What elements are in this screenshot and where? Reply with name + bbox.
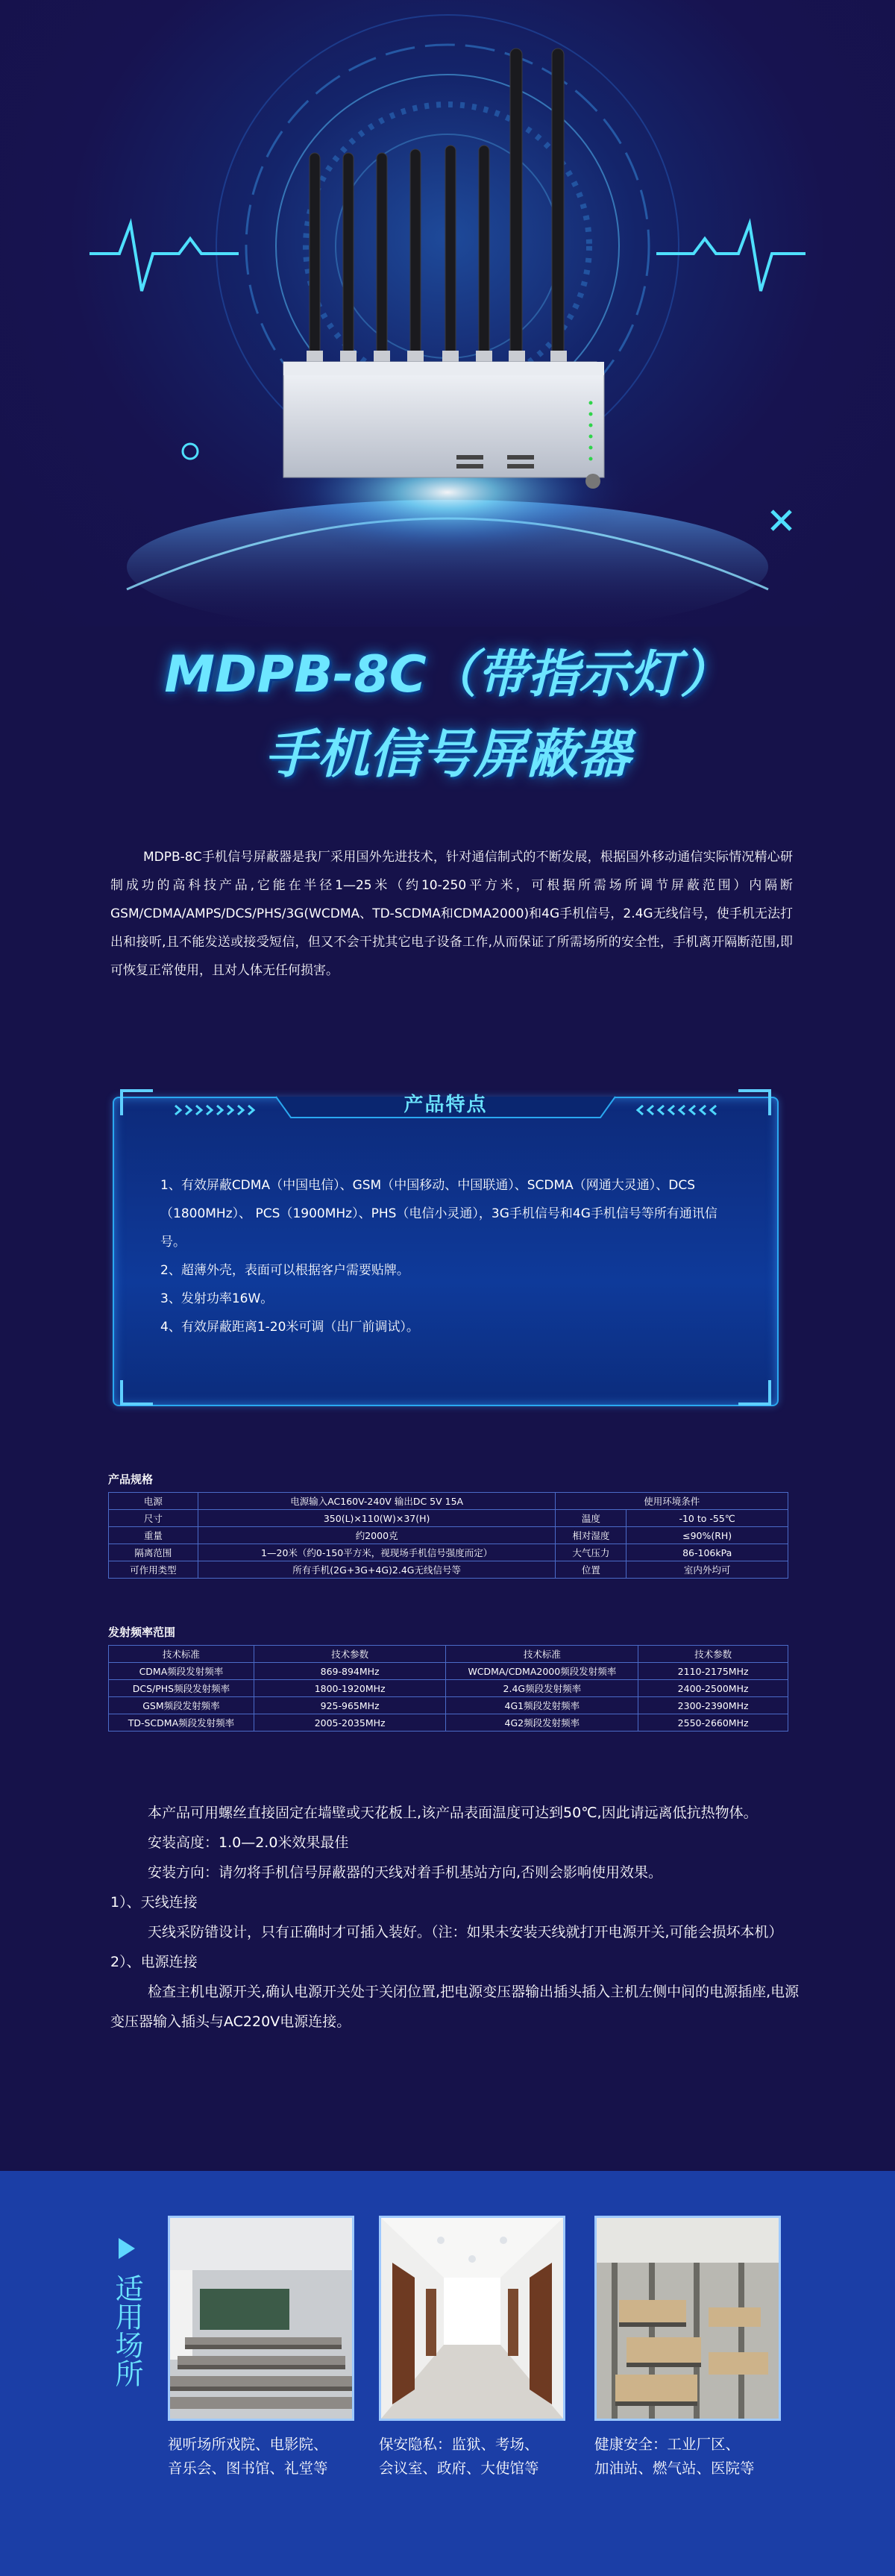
column-header: 技术参数 [638,1646,788,1663]
table-header-row [109,1646,788,1663]
table-cell: 2300-2390MHz [638,1697,788,1714]
table-cell: 相对湿度 [556,1527,626,1544]
note-paragraph: 安装高度：1.0—2.0米效果最佳 [148,1834,349,1851]
note-heading: 1）、天线连接 [110,1894,198,1911]
app-caption-line: 视听场所戏院、电影院、 [168,2436,328,2453]
table-cell: 重量 [109,1527,198,1544]
app-card-auditorium [168,2216,354,2481]
applications-label [104,2238,149,2387]
column-header: 技术标准 [109,1646,254,1663]
hero-banner [0,0,895,627]
note-heading: 2）、电源连接 [110,1954,198,1970]
freq-table [108,1645,788,1732]
features-panel [108,1074,783,1421]
table-cell: 温度 [556,1510,626,1527]
table-row [109,1680,788,1697]
feature-item: 1、有效屏蔽CDMA（中国电信）、GSM（中国移动、中国联通）、SCDMA（网通大灵通）、DCS（1800MHz）、 PCS（1900MHz）、PHS（电信小灵通），3G手机信号和4G手机信号等所有通讯信号。 [160,1178,717,1250]
app-caption-line: 会议室、政府、大使馆等 [379,2460,539,2477]
table-cell: 4G1频段发射频率 [446,1697,638,1714]
app-caption [594,2433,781,2481]
feature-item: 2、超薄外壳，表面可以根据客户需要贴牌。 [160,1263,409,1278]
table-row [109,1663,788,1680]
column-header: 技术标准 [446,1646,638,1663]
table-row [109,1561,788,1579]
security-corridor-photo [379,2216,565,2421]
table-cell: TD-SCDMA频段发射频率 [109,1714,254,1732]
table-cell: GSM频段发射频率 [109,1697,254,1714]
table-cell: 尺寸 [109,1510,198,1527]
table-cell: 2005-2035MHz [254,1714,446,1732]
title-model: MDPB-8C（带指示灯） [164,645,731,704]
feature-item: 3、发射功率16W。 [160,1291,274,1306]
table-row [109,1544,788,1561]
table-row [109,1493,788,1510]
note-paragraph: 检查主机电源开关,确认电源开关处于关闭位置,把电源变压器输出插头插入主机左侧中间的电源插座,电源变压器输入插头与AC220V电源连接。 [110,1984,800,2030]
table-cell: 约2000克 [198,1527,556,1544]
industrial-factory-photo [594,2216,781,2421]
table-cell: 使用环境条件 [556,1493,788,1510]
applications-title: 适用场所 [110,2274,143,2387]
applications-section [0,2171,895,2576]
app-card-industrial [594,2216,781,2481]
table-row [109,1697,788,1714]
table-cell: 86-106kPa [626,1544,788,1561]
spec-caption: 产品规格 [108,1473,154,1486]
title-product-name: 手机信号屏蔽器 [265,724,630,785]
table-cell: 所有手机(2G+3G+4G)2.4G无线信号等 [198,1561,556,1579]
app-caption [379,2433,565,2481]
table-cell: 1800-1920MHz [254,1680,446,1697]
table-cell: 869-894MHz [254,1663,446,1680]
hero-graphic [0,0,895,627]
table-cell: 2550-2660MHz [638,1714,788,1732]
table-cell: 电源 [109,1493,198,1510]
app-caption-line: 健康安全：工业厂区、 [594,2436,741,2453]
intro-paragraph: MDPB-8C手机信号屏蔽器是我厂采用国外先进技术，针对通信制式的不断发展，根据国外移动通信实际情况精心研制成功的高科技产品,它能在半径1—25米（约10-250平方米，可根据所需场所调节屏蔽范围）内隔断GSM/CDMA/AMPS/DCS/PHS/3G(WCDMA、TD-SCDMA和CDMA2000)和4G手机信号，2.4G无线信号，使手机无法打出和接听,且不能发送或接受短信，但又不会干扰其它电子设备工作,从而保证了所需场所的安全性，手机离开隔断范围,即可恢复正常使用，且对人体无任何损害。 [110,850,793,978]
column-header: 技术参数 [254,1646,446,1663]
table-cell: 350(L)×110(W)×37(H) [198,1510,556,1527]
app-card-security [379,2216,565,2481]
app-caption-line: 保安隐私：监狱、考场、 [379,2436,539,2453]
table-cell: 室内外均可 [626,1561,788,1579]
table-cell: 2.4G频段发射频率 [446,1680,638,1697]
table-cell: DCS/PHS频段发射频率 [109,1680,254,1697]
table-cell: 1—20米（约0-150平方米，视现场手机信号强度而定） [198,1544,556,1561]
table-cell: 大气压力 [556,1544,626,1561]
freq-caption: 发射频率范围 [108,1626,176,1639]
note-paragraph: 安装方向：请勿将手机信号屏蔽器的天线对着手机基站方向,否则会影响使用效果。 [148,1864,663,1881]
features-title: 产品特点 [403,1093,488,1115]
table-cell: CDMA频段发射频率 [109,1663,254,1680]
table-cell: 位置 [556,1561,626,1579]
table-row [109,1527,788,1544]
play-arrow-icon [119,2238,135,2259]
feature-item: 4、有效屏蔽距离1-20米可调（出厂前调试）。 [160,1320,419,1335]
table-cell: 925-965MHz [254,1697,446,1714]
table-row [109,1714,788,1732]
note-paragraph: 天线采防错设计，只有正确时才可插入装好。（注：如果未安装天线就打开电源开关,可能会损坏本机） [148,1924,783,1940]
features-list [160,1171,742,1341]
table-cell: 4G2频段发射频率 [446,1714,638,1732]
installation-notes [110,1798,804,2037]
note-paragraph: 本产品可用螺丝直接固定在墙壁或天花板上,该产品表面温度可达到50℃,因此请远离低抗热物体。 [148,1805,758,1821]
spec-table [108,1492,788,1579]
auditorium-photo [168,2216,354,2421]
table-cell: 电源输入AC160V-240V 输出DC 5V 15A [198,1493,556,1510]
table-row [109,1510,788,1527]
table-cell: 2400-2500MHz [638,1680,788,1697]
app-caption-line: 音乐会、图书馆、礼堂等 [168,2460,328,2477]
app-caption-line: 加油站、燃气站、医院等 [594,2460,755,2477]
table-cell: 隔离范围 [109,1544,198,1561]
table-cell: 可作用类型 [109,1561,198,1579]
table-cell: 2110-2175MHz [638,1663,788,1680]
table-cell: ≤90%(RH) [626,1527,788,1544]
app-caption [168,2433,354,2481]
table-cell: -10 to -55℃ [626,1510,788,1527]
table-cell: WCDMA/CDMA2000频段发射频率 [446,1663,638,1680]
